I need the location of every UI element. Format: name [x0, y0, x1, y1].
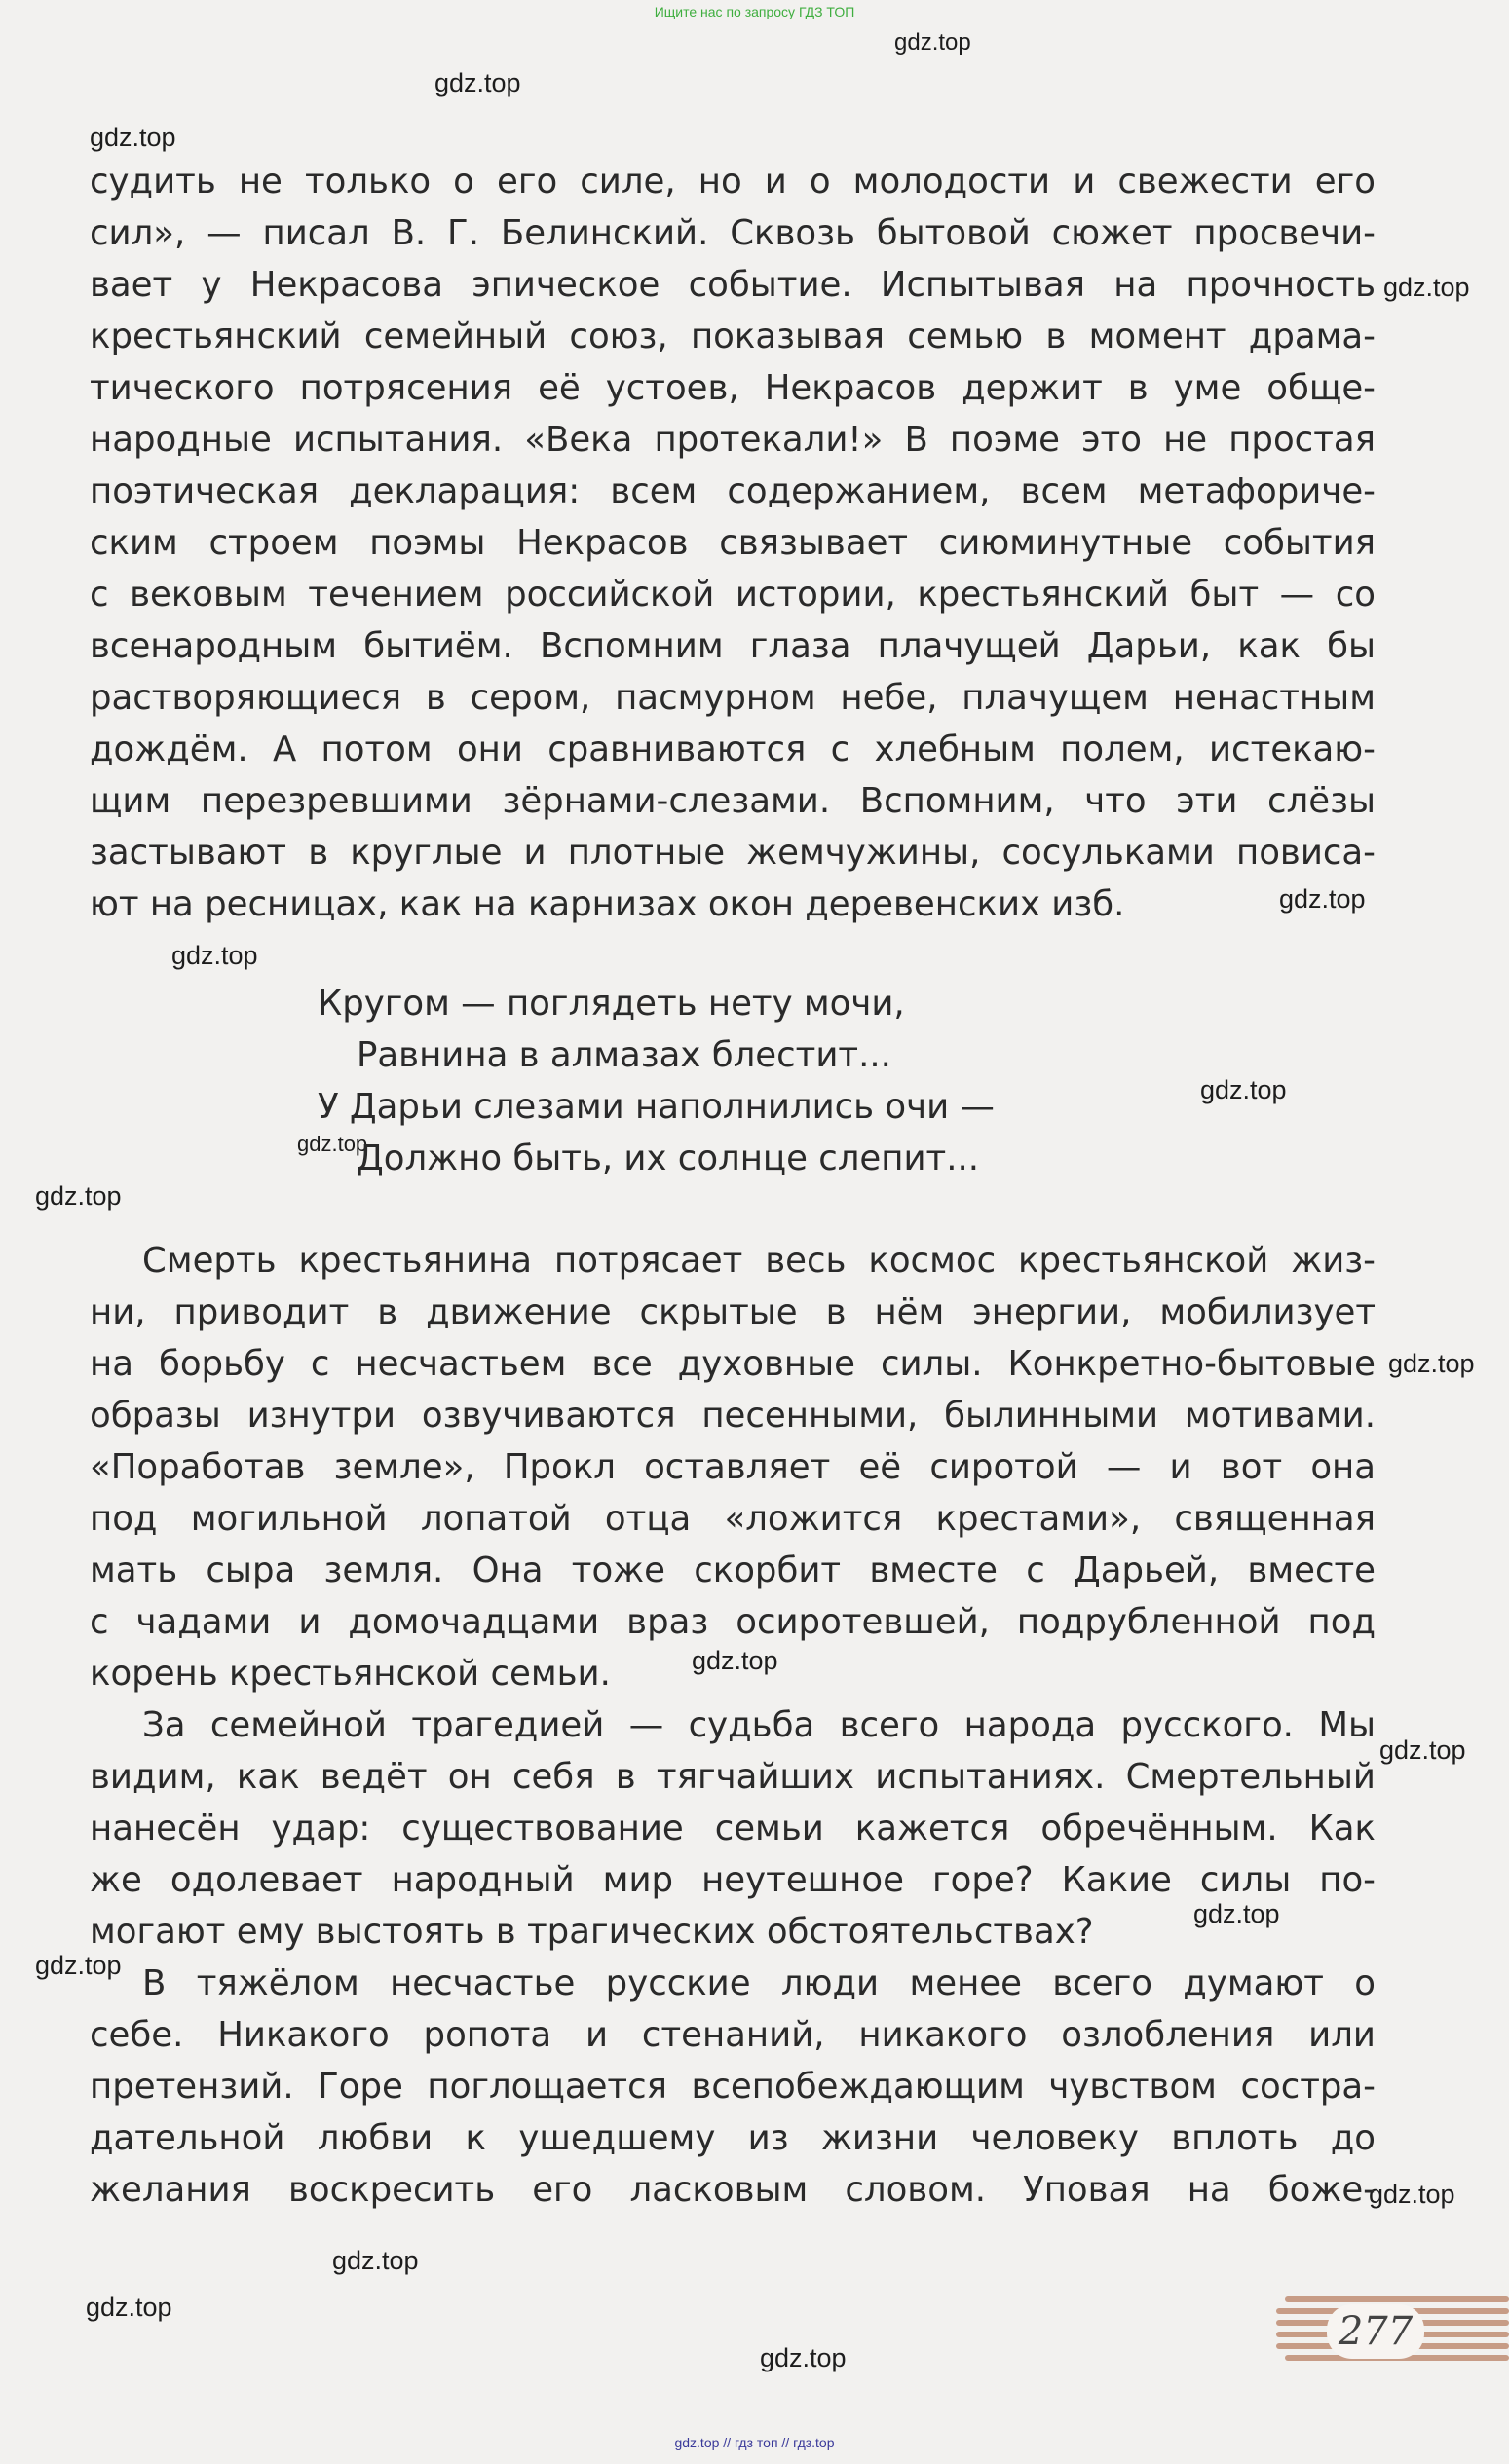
paragraph-misfortune: [90, 1958, 1376, 2216]
text-line: ни, приводит в движение скрытые в нём энергии, мобилизует: [90, 1292, 1376, 1332]
text-line: под могильной лопатой отца «ложится крестами», священная: [90, 1499, 1376, 1539]
text-line: «Поработав земле», Прокл оставляет её сиротой — и вот она: [90, 1447, 1376, 1487]
paragraph-death: [90, 1235, 1376, 1699]
text-line: могают ему выстоять в трагических обстоятельствах?: [90, 1912, 1094, 1952]
page-number-block: [1276, 2289, 1509, 2371]
text-line: ским строем поэмы Некрасов связывает сиюминутные события: [90, 523, 1376, 563]
watermark: gdz.top: [894, 29, 971, 56]
text-line: сил», — писал В. Г. Белинский. Сквозь бытовой сюжет просвечи-: [90, 213, 1376, 253]
text-line: корень крестьянской семьи.: [90, 1654, 611, 1694]
text-line: на борьбу с несчастьем все духовные силы. Конкретно-бытовые: [90, 1344, 1376, 1384]
paragraph-belinsky: [90, 156, 1376, 930]
watermark: gdz.top: [332, 2246, 419, 2275]
text-line: ют на ресницах, как на карнизах окон деревенских изб.: [90, 884, 1125, 924]
verse-line: Кругом — поглядеть нету мочи,: [318, 984, 905, 1024]
text-line: с вековым течением российской истории, крестьянский быт — со: [90, 575, 1376, 615]
watermark: gdz.top: [1193, 1899, 1280, 1928]
text-line: вает у Некрасова эпическое событие. Испытывая на прочность: [90, 265, 1376, 305]
verse-line: Должно быть, их солнце слепит...: [357, 1139, 980, 1178]
watermark: gdz.top: [90, 123, 176, 152]
watermark: gdz.top: [1369, 2180, 1455, 2209]
watermark: gdz.top: [86, 2293, 172, 2322]
watermark: gdz.top: [171, 941, 258, 970]
text-line: дательной любви к ушедшему из жизни человеку вплоть до: [90, 2118, 1376, 2158]
verse-line: У Дарьи слезами наполнились очи —: [318, 1087, 995, 1127]
text-line: с чадами и домочадцами враз осиротевшей, подрубленной под: [90, 1602, 1376, 1642]
page-number: 277: [1327, 2304, 1424, 2359]
bottom-note: gdz.top // гдз топ // гдз.top: [674, 2435, 835, 2450]
text-line: себе. Никакого ропота и стенаний, никакого озлобления или: [90, 2015, 1376, 2055]
text-line: видим, как ведёт он себя в тягчайших испытаниях. Смертельный: [90, 1757, 1376, 1797]
text-line: Смерть крестьянина потрясает весь космос крестьянской жиз-: [142, 1241, 1376, 1281]
stripe: [1285, 2296, 1509, 2302]
watermark: gdz.top: [1383, 273, 1470, 302]
watermark: gdz.top: [692, 1646, 778, 1675]
text-line: растворяющиеся в сером, пасмурном небе, плачущем ненастным: [90, 678, 1376, 718]
top-search-note: Ищите нас по запросу ГДЗ ТОП: [654, 4, 855, 19]
text-line: застывают в круглые и плотные жемчужины, сосульками повиса-: [90, 833, 1376, 873]
watermark: gdz.top: [1200, 1075, 1287, 1104]
text-line: За семейной трагедией — судьба всего народа русского. Мы: [142, 1705, 1376, 1745]
watermark: gdz.top: [1279, 884, 1366, 914]
text-line: тического потрясения её устоев, Некрасов держит в уме обще-: [90, 368, 1376, 408]
text-line: судить не только о его силе, но и о молодости и свежести его: [90, 162, 1376, 202]
text-line: крестьянский семейный союз, показывая семью в момент драма-: [90, 317, 1376, 356]
verse-line: Равнина в алмазах блестит...: [357, 1035, 891, 1075]
text-line: щим перезревшими зёрнами-слезами. Вспомним, что эти слёзы: [90, 781, 1376, 821]
text-line: образы изнутри озвучиваются песенными, былинными мотивами.: [90, 1396, 1376, 1436]
text-line: В тяжёлом несчастье русские люди менее всего думают о: [142, 1963, 1376, 2003]
watermark: gdz.top: [760, 2343, 847, 2372]
text-line: желания воскресить его ласковым словом. Уповая на боже-: [90, 2170, 1376, 2210]
verse-quote: [318, 978, 995, 1184]
watermark: gdz.top: [1388, 1349, 1475, 1378]
text-line: нанесён удар: существование семьи кажется обречённым. Как: [90, 1809, 1376, 1848]
text-line: всенародным бытиём. Вспомним глаза плачущей Дарьи, как бы: [90, 626, 1376, 666]
paragraph-tragedy: [90, 1699, 1376, 1958]
text-line: дождём. А потом они сравниваются с хлебным полем, истекаю-: [90, 729, 1376, 769]
text-line: мать сыра земля. Она тоже скорбит вместе с Дарьей, вместе: [90, 1550, 1376, 1590]
text-line: народные испытания. «Века протекали!» В поэме это не простая: [90, 420, 1376, 460]
text-line: поэтическая декларация: всем содержанием, всем метафориче-: [90, 471, 1376, 511]
watermark: gdz.top: [35, 1181, 122, 1211]
watermark: gdz.top: [297, 1132, 368, 1156]
text-line: же одолевает народный мир неутешное горе? Какие силы по-: [90, 1860, 1376, 1900]
text-line: претензий. Горе поглощается всепобеждающим чувством состра-: [90, 2067, 1376, 2107]
watermark: gdz.top: [35, 1951, 122, 1980]
watermark: gdz.top: [434, 68, 521, 97]
watermark: gdz.top: [1379, 1736, 1466, 1765]
